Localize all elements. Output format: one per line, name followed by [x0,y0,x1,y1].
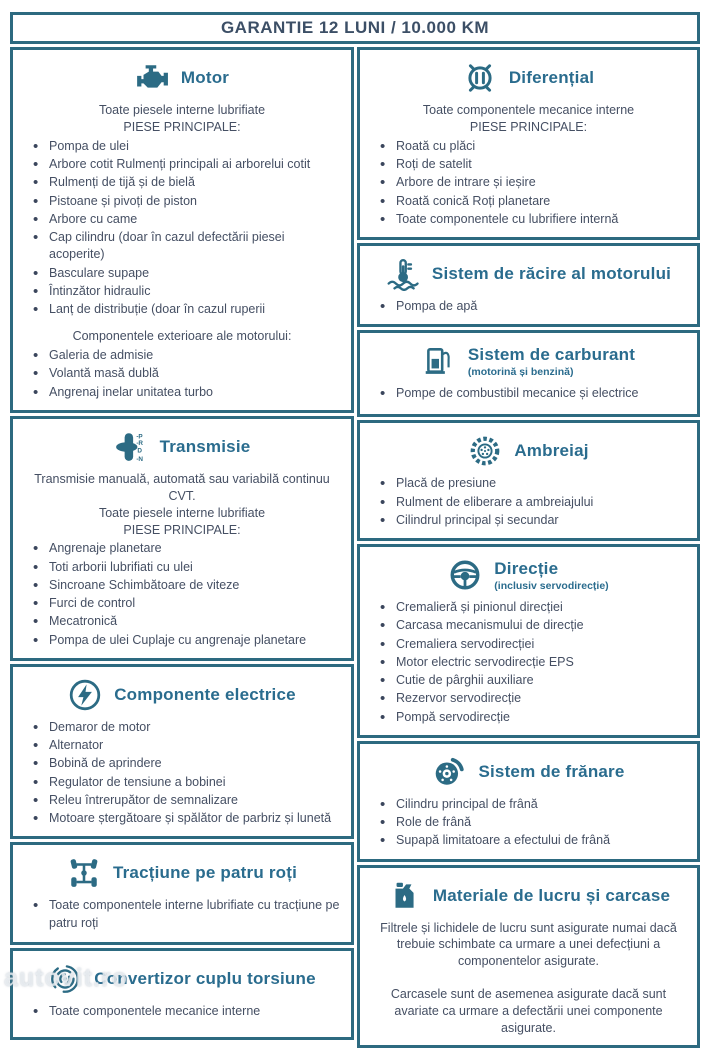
bullet-item: • Roată conică Roți planetare [370,193,687,210]
section-subtitle: (inclusiv servodirecție) [494,579,609,592]
bullet-item: • Angrenaj inelar unitatea turbo [23,384,341,401]
section-title: Materiale de lucru și carcase [432,885,671,905]
bullet-item: • Cutie de pârghii auxiliare [370,672,687,689]
section-header [23,962,341,996]
section-motor [10,47,354,413]
section-header [370,434,687,468]
svg-text:D: D [136,447,142,455]
section-header [370,558,687,592]
bullet-item: • Pompa de ulei Cuplaje cu angrenaje planetare [23,632,341,649]
section-title: Convertizor cuplu torsiune [94,969,316,989]
bullet-item: • Basculare supape [23,265,341,282]
svg-text:-P: -P [135,433,143,441]
bullet-item: • Cap cilindru (doar în cazul defectării piesei acoperite) [23,229,341,264]
bullet-list [370,796,687,850]
bullet-item: • Arbore cotit Rulmenți principali ai arborelui cotit [23,156,341,173]
section-diferential [357,47,700,240]
section-title-wrap [114,685,296,705]
bullet-item: • Motoare ștergătoare și spălător de parbriz și lunetă [23,810,341,827]
intro-line: PIESE PRINCIPALE: [123,119,241,134]
intro-line: Toate piesele interne lubrifiate [98,505,266,520]
section-title-wrap [113,863,297,883]
bullet-item: • Rulment de eliberare a ambreiajului [370,494,687,511]
intro-line: Componentele exterioare ale motorului: [72,329,292,344]
bullet-item: • Demaror de motor [23,719,341,736]
section-header [370,755,687,789]
bullet-item: • Supapă limitatoare a efectului de frână [370,832,687,849]
section-title-wrap [94,969,316,989]
bullet-item: • Rulmenți de tijă și de bielă [23,174,341,191]
section-title: Direcție [494,558,559,578]
engine-icon [135,61,169,95]
bullet-item: • Mecatronică [23,613,341,630]
steering-wheel-icon [448,558,482,592]
section-header [23,856,341,890]
section-title: Sistem de frănare [478,761,625,781]
intro-line: Transmisie manuală, automată sau variabilă continuu CVT. [34,471,330,503]
section-directie [357,544,700,738]
section-title: Sistem de carburant [467,344,636,364]
bullet-list [23,897,341,932]
section-title: Motor [180,68,230,87]
section-racire [357,243,700,327]
bullet-item: • Pompa de apă [370,298,687,315]
section-franare [357,741,700,862]
section-header [370,257,687,291]
section-title: Diferențial [508,68,595,87]
section-materiale [357,865,700,1048]
section-title-wrap [468,345,635,378]
bullet-item: • Cilindru principal de frână [370,796,687,813]
bullet-item: • Toate componentele mecanice interne [23,1003,341,1020]
column-right [357,47,700,1048]
bullet-item: • Roată cu plăci [370,138,687,155]
section-header [23,678,341,712]
bullet-item: • Întinzător hidraulic [23,283,341,300]
bullet-item: • Alternator [23,737,341,754]
bullet-list [370,599,687,726]
bullet-item: • Cremaliera servodirecției [370,636,687,653]
bullet-item: • Placă de presiune [370,475,687,492]
section-subtitle: (motorină și benzină) [467,365,574,378]
torque-converter-icon [48,962,82,996]
bullet-list [23,719,341,828]
oil-canister-icon [387,879,421,913]
bullet-item: • Pompa de ulei [23,138,341,155]
bullet-item: • Toti arborii lubrifiati cu ulei [23,559,341,576]
section-title-wrap [432,264,671,284]
four-wheel-drive-icon [67,856,101,890]
bullet-item: • Motor electric servodirecție EPS [370,654,687,671]
section-title-wrap [478,762,624,782]
bullet-list [23,1003,341,1020]
intro-line: PIESE PRINCIPALE: [469,119,588,134]
columns-wrapper [10,47,700,1048]
bullet-item: • Carcasa mecanismului de direcție [370,617,687,634]
bullet-item: • Pompe de combustibil mecanice și electrice [370,385,687,402]
bullet-item: • Bobină de aprindere [23,755,341,772]
bullet-item: • Pistoane și pivoți de piston [23,193,341,210]
differential-icon [463,61,497,95]
bullet-list [370,298,687,315]
bullet-item: • Lanț de distribuție (doar în cazul ruperii [23,301,341,318]
section-title-wrap [514,441,588,461]
section-title: Transmisie [159,436,251,456]
section-title-wrap [433,886,670,906]
bullet-item: • Arbore cu came [23,211,341,228]
section-title-wrap [494,559,608,592]
bullet-list [370,475,687,529]
section-tractiune [10,842,354,945]
section-title: Tracțiune pe patru roți [112,863,298,883]
bullet-item: • Cremalieră și pinionul direcției [370,599,687,616]
bullet-item: • Toate componentele cu lubrifiere internă [370,211,687,228]
bullet-list [370,385,687,402]
section-ambreiaj [357,420,700,541]
lightning-icon [68,678,102,712]
brake-disc-icon [432,755,466,789]
bullet-list [23,540,341,649]
section-title-wrap [509,68,594,88]
bullet-list [23,347,341,401]
bullet-item: • Angrenaje planetare [23,540,341,557]
svg-text:-R: -R [135,439,143,447]
section-header [370,61,687,95]
bullet-item: • Roți de satelit [370,156,687,173]
bullet-item: • Releu întrerupător de semnalizare [23,792,341,809]
page-title: GARANTIE 12 LUNI / 10.000 KM [10,12,700,44]
clutch-disc-icon [468,434,502,468]
bullet-list [23,138,341,319]
section-title: Sistem de răcire al motorului [431,264,672,283]
bullet-item: • Arbore de intrare și ieșire [370,174,687,191]
section-title: Ambreiaj [514,441,589,461]
section-title-wrap [160,437,251,457]
intro-line: Toate piesele interne lubrifiate [98,103,266,117]
bullet-item: • Rezervor servodirecție [370,690,687,707]
bullet-item: • Volantă masă dublă [23,365,341,382]
gear-shifter-icon [114,430,148,464]
bullet-item: • Galeria de admisie [23,347,341,364]
paragraph: Filtrele și lichidele de lucru sunt asigurate numai dacă trebuie schimbate ca urmare a unei defecțiuni a componentelor asigurate. [380,920,677,969]
section-header [23,430,341,464]
section-header [370,344,687,378]
intro-line: PIESE PRINCIPALE: [123,522,241,537]
svg-text:-N: -N [135,455,143,463]
thermometer-icon [386,257,420,291]
watermark: autovit.ro [4,964,128,992]
section-carburant [357,330,700,417]
section-title: Componente electrice [114,684,296,704]
bullet-list [370,138,687,228]
section-convertizor [10,948,354,1040]
column-left [10,47,354,1040]
bullet-item: • Cilindrul principal și secundar [370,512,687,529]
bullet-item: • Sincroane Schimbătoare de viteze [23,577,341,594]
section-componente-electrice [10,664,354,840]
fuel-pump-icon [422,344,456,378]
section-header [370,879,687,913]
bullet-item: • Regulator de tensiune a bobinei [23,774,341,791]
bullet-item: • Furci de control [23,595,341,612]
bullet-item: • Pompă servodirecție [370,709,687,726]
section-title-wrap [181,68,229,88]
bullet-item: • Toate componentele interne lubrifiate cu tracțiune pe patru roți [23,897,341,932]
section-header [23,61,341,95]
section-transmisie [10,416,354,661]
paragraph: Carcasele sunt de asemenea asigurate dacă sunt avariate ca urmare a defectării unei componente asigurate. [390,987,667,1035]
intro-line: Toate componentele mecanice interne [422,103,635,117]
bullet-item: • Role de frână [370,814,687,831]
